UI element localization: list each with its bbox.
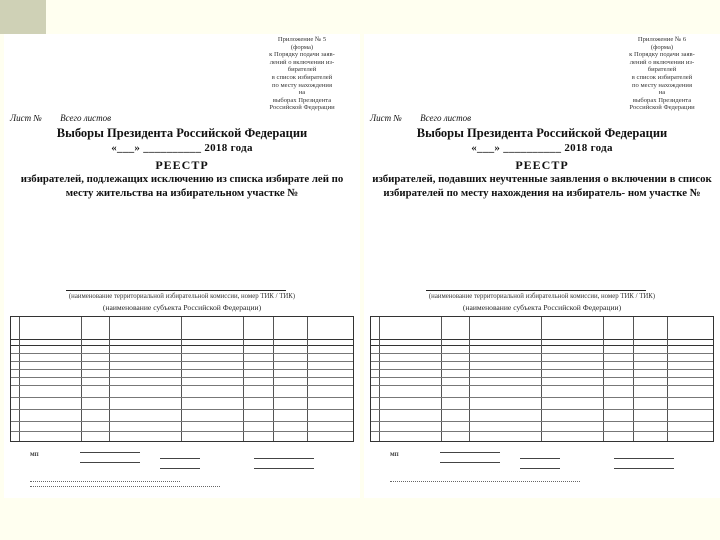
election-title: Выборы Президента Российской Федерации bbox=[416, 126, 668, 140]
table-divider bbox=[667, 317, 668, 441]
table-row bbox=[11, 421, 353, 422]
table-row bbox=[11, 369, 353, 370]
signature-line bbox=[440, 462, 500, 463]
appendix-line: по месту нахождения bbox=[632, 81, 692, 89]
table-divider bbox=[181, 317, 182, 441]
date-line: «___» __________ 2018 года bbox=[471, 142, 613, 154]
table-divider bbox=[541, 317, 542, 441]
table-row bbox=[371, 369, 713, 370]
registry-table bbox=[10, 316, 354, 442]
corner-accent-square bbox=[0, 0, 46, 34]
appendix-line: выборах Президента bbox=[272, 96, 332, 104]
appendix-line: Российской Федерации bbox=[269, 104, 335, 112]
table-divider bbox=[81, 317, 82, 441]
registry-table bbox=[370, 316, 714, 442]
registry-heading: РЕЕСТР bbox=[515, 158, 569, 172]
table-row bbox=[371, 409, 713, 410]
table-divider bbox=[633, 317, 634, 441]
signature-line bbox=[80, 462, 140, 463]
footnote-line bbox=[30, 486, 220, 487]
appendix-line: Приложение № 6 bbox=[637, 36, 687, 43]
table-divider bbox=[273, 317, 274, 441]
sheet-number-line bbox=[370, 113, 471, 123]
appendix-note bbox=[614, 36, 710, 112]
table-row bbox=[11, 431, 353, 432]
signature-line bbox=[80, 452, 140, 453]
subject-caption: (наименование субъекта Российской Федерации) bbox=[462, 303, 622, 312]
table-header bbox=[11, 317, 353, 340]
table-header bbox=[371, 317, 713, 340]
table-divider bbox=[469, 317, 470, 441]
signature-line bbox=[520, 468, 560, 469]
table-row bbox=[11, 385, 353, 386]
commission-caption: (наименование территориальной избирательной комиссии, номер ТИК / ТИК) bbox=[428, 293, 656, 300]
appendix-line: бирателей bbox=[647, 66, 677, 74]
appendix-line: Приложение № 5 bbox=[277, 36, 327, 43]
signature-line bbox=[614, 468, 674, 469]
signature-line bbox=[160, 458, 200, 459]
stamp-label: МП bbox=[30, 453, 39, 458]
table-row bbox=[11, 397, 353, 398]
table-row bbox=[371, 421, 713, 422]
appendix-line: в список избирателей bbox=[631, 73, 693, 81]
table-row bbox=[11, 409, 353, 410]
table-row bbox=[371, 385, 713, 386]
appendix-line: (форма) bbox=[290, 43, 314, 51]
signature-block bbox=[390, 444, 700, 474]
table-divider bbox=[19, 317, 20, 441]
appendix-line: лений о включении из- bbox=[269, 58, 335, 66]
table-divider bbox=[603, 317, 604, 441]
appendix-line: в список избирателей bbox=[271, 73, 333, 81]
table-divider bbox=[109, 317, 110, 441]
table-row bbox=[371, 397, 713, 398]
signature-block bbox=[30, 444, 340, 474]
table-column-numbers bbox=[371, 339, 713, 346]
table-divider bbox=[441, 317, 442, 441]
table-column-numbers bbox=[11, 339, 353, 346]
table-row bbox=[371, 353, 713, 354]
signature-line bbox=[520, 458, 560, 459]
signature-line bbox=[160, 468, 200, 469]
appendix-line: Российской Федерации bbox=[629, 104, 695, 112]
commission-underline bbox=[66, 290, 286, 291]
table-divider bbox=[243, 317, 244, 441]
appendix-line: к Порядку подачи заяв- bbox=[269, 51, 335, 59]
appendix-line: выборах Президента bbox=[632, 96, 692, 104]
appendix-line: к Порядку подачи заяв- bbox=[629, 51, 695, 59]
registry-description: избирателей, подлежащих исключению из списка избирате лей по месту жительства на избирательном участке № bbox=[20, 173, 344, 199]
signature-line bbox=[254, 458, 314, 459]
appendix-line: (форма) bbox=[650, 43, 674, 51]
footnote-line bbox=[30, 481, 180, 482]
appendix-note bbox=[254, 36, 350, 112]
table-row bbox=[371, 431, 713, 432]
table-row bbox=[371, 377, 713, 378]
subject-caption: (наименование субъекта Российской Федерации) bbox=[102, 303, 262, 312]
stamp-label: МП bbox=[390, 453, 399, 458]
sheet-label: Лист № bbox=[10, 113, 42, 123]
footnote-line bbox=[390, 481, 580, 482]
appendix-line: лений о включении из- bbox=[629, 58, 695, 66]
registry-description: избирателей, подавших неучтенные заявления о включении в список избирателей по месту нахождения на избиратель- ном участке № bbox=[372, 173, 712, 199]
appendix-line: на bbox=[658, 89, 666, 97]
signature-line bbox=[254, 468, 314, 469]
table-row bbox=[11, 361, 353, 362]
footnotes bbox=[10, 478, 354, 492]
commission-underline bbox=[426, 290, 646, 291]
form-page-right bbox=[364, 34, 720, 498]
table-row bbox=[11, 377, 353, 378]
sheet-label: Лист № bbox=[370, 113, 402, 123]
appendix-line: на bbox=[298, 89, 306, 97]
election-title: Выборы Президента Российской Федерации bbox=[56, 126, 308, 140]
commission-caption: (наименование территориальной избирательной комиссии, номер ТИК / ТИК) bbox=[68, 293, 296, 300]
form-page-left bbox=[4, 34, 360, 498]
sheet-number-line bbox=[10, 113, 111, 123]
table-divider bbox=[379, 317, 380, 441]
appendix-line: по месту нахождения bbox=[272, 81, 332, 89]
registry-heading: РЕЕСТР bbox=[155, 158, 209, 172]
appendix-line: бирателей bbox=[287, 66, 317, 74]
sheets-total-label: Всего листов bbox=[420, 113, 472, 123]
signature-line bbox=[440, 452, 500, 453]
table-divider bbox=[307, 317, 308, 441]
signature-line bbox=[614, 458, 674, 459]
footnotes bbox=[370, 478, 714, 492]
sheets-total-label: Всего листов bbox=[60, 113, 112, 123]
slide-top-band bbox=[46, 0, 720, 34]
table-row bbox=[11, 353, 353, 354]
date-line: «___» __________ 2018 года bbox=[111, 142, 253, 154]
table-row bbox=[371, 361, 713, 362]
